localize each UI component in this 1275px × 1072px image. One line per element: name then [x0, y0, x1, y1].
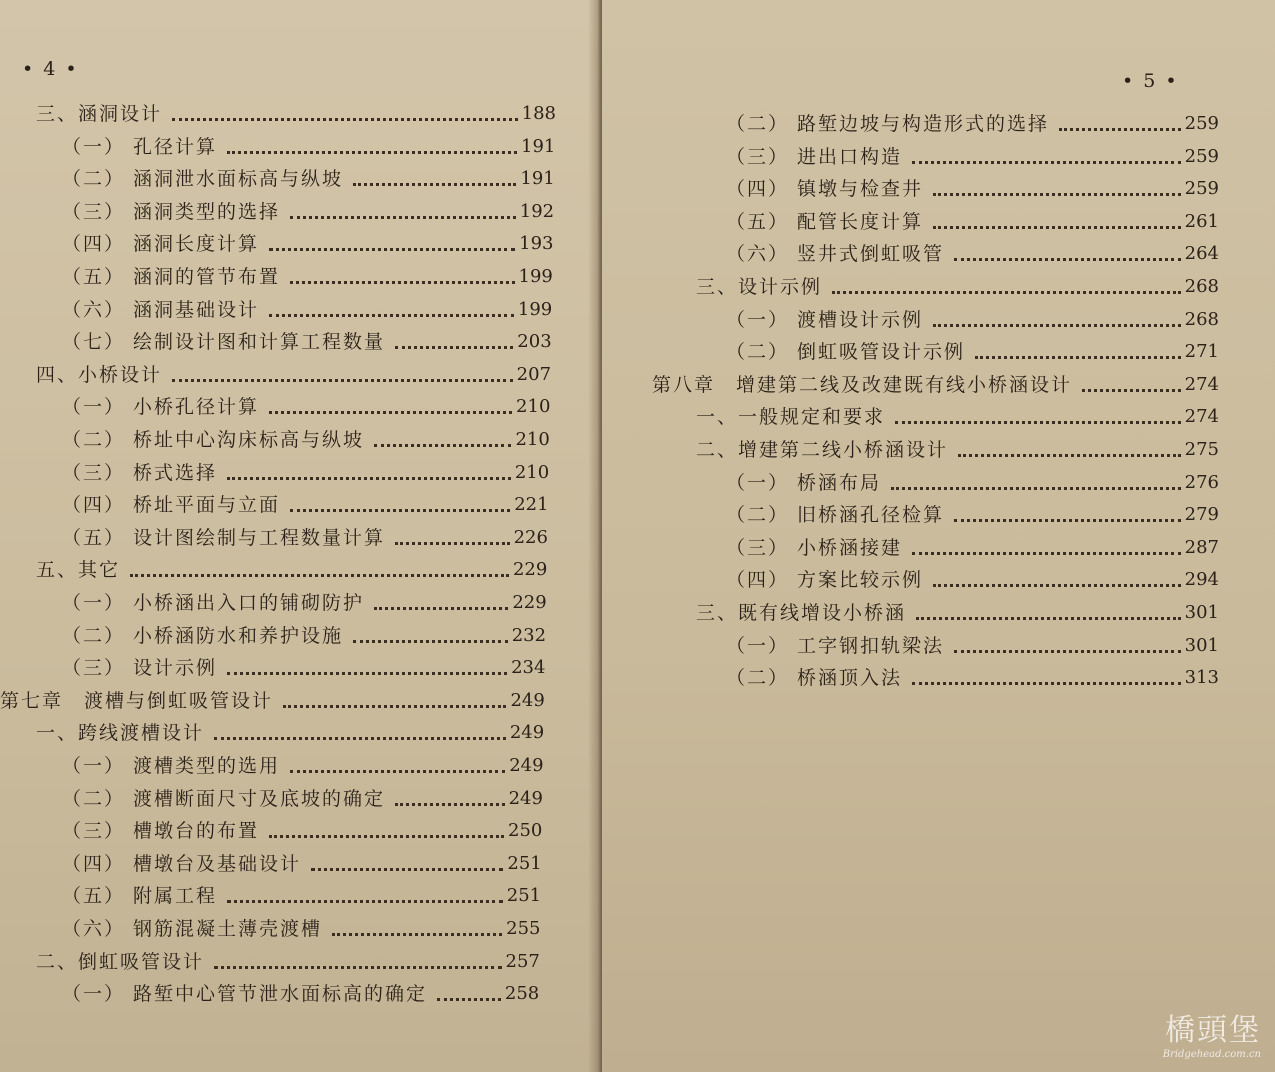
toc-entry-page: 234	[511, 657, 546, 679]
toc-entry	[62, 785, 543, 813]
toc-entry-label: （五） 附属工程	[62, 885, 218, 908]
toc-leader-dots	[227, 477, 511, 480]
toc-entry-label: （五） 配管长度计算	[726, 210, 924, 233]
toc-entry-page: 257	[505, 950, 540, 972]
toc-entry	[62, 622, 546, 650]
toc-leader-dots	[912, 682, 1181, 685]
toc-leader-dots	[891, 487, 1181, 490]
toc-leader-dots	[332, 933, 502, 936]
toc-entry	[62, 393, 550, 421]
left-page	[0, 0, 598, 1072]
toc-entry	[62, 752, 544, 780]
toc-entry-page: 207	[516, 363, 552, 385]
toc-entry-page: 249	[509, 755, 544, 776]
toc-entry-page: 276	[1184, 471, 1219, 493]
toc-entry-page: 251	[506, 885, 542, 907]
toc-entry-page: 199	[517, 298, 553, 320]
watermark-logo	[1163, 1005, 1261, 1060]
toc-entry-page: 259	[1184, 113, 1219, 134]
toc-leader-dots	[172, 118, 518, 121]
toc-entry	[62, 817, 542, 845]
toc-leader-dots	[912, 552, 1181, 555]
toc-entry-label: （四） 槽墩台及基础设计	[62, 852, 302, 875]
toc-entry	[726, 240, 1219, 268]
toc-entry-label: （三） 涵洞类型的选择	[62, 200, 281, 223]
toc-entry	[36, 556, 547, 584]
toc-entry	[62, 263, 553, 291]
toc-entry	[62, 850, 542, 878]
toc-leader-dots	[933, 226, 1181, 229]
toc-leader-dots	[832, 291, 1181, 294]
toc-entry-page: 275	[1184, 439, 1219, 460]
toc-entry-label: （二） 旧桥涵孔径检算	[726, 504, 945, 527]
watermark-site: Bridgehead.com.cn	[1162, 1049, 1261, 1060]
toc-leader-dots	[437, 998, 501, 1001]
toc-entry-label: 一、一般规定和要求	[696, 406, 886, 429]
toc-entry-page: 210	[514, 461, 550, 483]
toc-entry	[36, 719, 544, 747]
right-page	[602, 0, 1275, 1072]
toc-leader-dots	[269, 314, 514, 317]
toc-entry-label: （一） 桥涵布局	[726, 471, 882, 494]
toc-leader-dots	[290, 216, 516, 219]
toc-entry-page: 294	[1184, 569, 1219, 591]
toc-leader-dots	[912, 161, 1181, 164]
toc-entry-label: （一） 小桥孔径计算	[62, 396, 260, 419]
toc-entry	[62, 980, 539, 1008]
toc-leader-dots	[916, 617, 1181, 620]
toc-entry-page: 251	[507, 852, 542, 874]
toc-entry	[726, 208, 1219, 236]
toc-entry-label: （一） 孔径计算	[62, 135, 218, 158]
toc-entry	[62, 915, 541, 943]
toc-entry	[62, 524, 548, 552]
toc-entry	[36, 948, 540, 976]
toc-entry-label: （一） 小桥涵出入口的铺砌防护	[62, 592, 365, 614]
toc-leader-dots	[395, 542, 510, 545]
toc-leader-dots	[214, 737, 506, 740]
toc-leader-dots	[283, 705, 506, 708]
toc-entry-page: 249	[510, 689, 545, 711]
toc-leader-dots	[1059, 128, 1181, 131]
toc-entry-page: 259	[1184, 178, 1219, 200]
toc-entry-label: （七） 绘制设计图和计算工程数量	[62, 331, 386, 354]
toc-entry	[62, 165, 555, 193]
toc-entry	[696, 599, 1219, 627]
toc-entry-label: （二） 桥涵顶入法	[726, 667, 903, 690]
toc-entry-page: 279	[1184, 504, 1219, 526]
toc-entry-label: 第七章 渡槽与倒虹吸管设计	[0, 689, 274, 712]
toc-entry-page: 301	[1184, 634, 1219, 656]
toc-leader-dots	[958, 454, 1181, 457]
toc-entry-page: 199	[518, 266, 553, 287]
toc-entry	[0, 687, 545, 715]
toc-entry	[726, 632, 1219, 660]
toc-entry-label: （二） 小桥涵防水和养护设施	[62, 624, 344, 647]
toc-leader-dots	[172, 379, 513, 382]
toc-entry-label: （五） 设计图绘制与工程数量计算	[62, 526, 386, 549]
toc-entry	[62, 230, 554, 258]
toc-leader-dots	[227, 900, 503, 903]
toc-entry-page: 250	[508, 820, 543, 842]
toc-leader-dots	[227, 151, 517, 154]
toc-entry-label: 第八章 增建第二线及改建既有线小桥涵设计	[652, 373, 1073, 396]
toc-entry-label: （四） 涵洞长度计算	[62, 233, 260, 256]
toc-entry-page: 193	[519, 233, 554, 255]
toc-entry-label: 三、设计示例	[696, 276, 823, 298]
toc-entry-page: 274	[1184, 373, 1219, 395]
toc-leader-dots	[374, 444, 511, 447]
toc-entry	[726, 306, 1219, 334]
toc-entry-page: 274	[1184, 406, 1219, 428]
toc-entry-page: 188	[521, 103, 556, 124]
toc-entry-page: 261	[1184, 210, 1219, 232]
toc-entry-page: 203	[517, 331, 552, 353]
toc-leader-dots	[1082, 389, 1181, 392]
toc-leader-dots	[130, 574, 509, 577]
toc-entry-page: 264	[1184, 243, 1219, 265]
toc-entry-page: 301	[1184, 602, 1219, 623]
toc-entry-page: 210	[515, 429, 550, 450]
toc-leader-dots	[954, 519, 1181, 522]
toc-entry-page: 259	[1184, 145, 1219, 167]
toc-entry-label: （二） 涵洞泄水面标高与纵坡	[62, 168, 344, 191]
toc-entry-label: （二） 桥址中心沟床标高与纵坡	[62, 429, 365, 451]
toc-entry-page: 232	[511, 624, 547, 646]
toc-entry-page: 255	[506, 918, 541, 939]
toc-leader-dots	[933, 324, 1181, 327]
toc-entry-label: （六） 钢筋混凝土薄壳渡槽	[62, 918, 323, 940]
toc-entry	[726, 664, 1219, 692]
toc-entry-page: 192	[519, 200, 555, 222]
toc-entry-label: 二、倒虹吸管设计	[36, 950, 205, 973]
toc-entry	[62, 491, 549, 519]
toc-entry-label: 二、增建第二线小桥涵设计	[696, 439, 949, 461]
toc-leader-dots	[311, 868, 503, 871]
toc-entry-page: 268	[1184, 308, 1219, 330]
toc-entry-page: 313	[1184, 667, 1219, 689]
toc-entry	[62, 296, 552, 324]
toc-entry-page: 226	[513, 526, 548, 548]
toc-entry-label: 五、其它	[36, 559, 121, 582]
toc-entry	[726, 469, 1219, 497]
toc-entry-label: （三） 桥式选择	[62, 461, 218, 484]
toc-entry	[726, 143, 1219, 171]
watermark-mark: 橋頭堡	[1165, 1013, 1261, 1048]
toc-entry	[696, 403, 1219, 431]
toc-entry-page: 229	[512, 559, 548, 581]
toc-leader-dots	[895, 421, 1181, 424]
toc-entry	[726, 110, 1219, 138]
toc-entry-label: （一） 路堑中心管节泄水面标高的确定	[62, 983, 428, 1006]
toc-entry-page: 221	[514, 494, 549, 516]
toc-leader-dots	[395, 346, 513, 349]
toc-entry-label: （四） 桥址平面与立面	[62, 494, 281, 517]
toc-entry	[696, 273, 1219, 301]
toc-leader-dots	[290, 770, 505, 773]
toc-entry-label: （四） 方案比较示例	[726, 569, 924, 592]
toc-entry	[62, 426, 550, 454]
toc-leader-dots	[290, 509, 510, 512]
left-page-number: • 4 •	[22, 58, 79, 80]
toc-entry	[62, 198, 554, 226]
toc-entry-label: （一） 渡槽类型的选用	[62, 755, 281, 777]
toc-entry	[696, 436, 1219, 464]
toc-entry-label: 一、跨线渡槽设计	[36, 722, 205, 745]
toc-leader-dots	[395, 803, 505, 806]
toc-entry	[726, 566, 1219, 594]
toc-entry	[62, 133, 555, 161]
toc-entry-page: 191	[520, 168, 555, 190]
toc-entry	[726, 534, 1219, 562]
toc-entry-page: 191	[521, 135, 556, 157]
toc-entry	[36, 100, 556, 128]
toc-entry-label: （二） 渡槽断面尺寸及底坡的确定	[62, 787, 386, 810]
toc-leader-dots	[269, 835, 504, 838]
toc-entry	[62, 589, 547, 617]
toc-leader-dots	[227, 672, 507, 675]
right-page-number: • 5 •	[1122, 70, 1179, 92]
toc-entry-page: 287	[1184, 536, 1219, 558]
toc-entry-label: （二） 路堑边坡与构造形式的选择	[726, 113, 1050, 135]
toc-entry-label: （三） 槽墩台的布置	[62, 820, 260, 843]
toc-leader-dots	[954, 258, 1181, 261]
toc-entry-label: 三、既有线增设小桥涵	[696, 602, 907, 624]
toc-entry-label: （六） 竖井式倒虹吸管	[726, 243, 945, 266]
toc-entry-label: （三） 小桥涵接建	[726, 536, 903, 559]
toc-entry-label: （一） 工字钢扣轨梁法	[726, 634, 945, 657]
toc-entry	[62, 328, 552, 356]
toc-entry-page: 271	[1184, 341, 1219, 363]
toc-entry	[36, 361, 551, 389]
toc-leader-dots	[374, 607, 508, 610]
toc-entry-label: （三） 设计示例	[62, 657, 218, 680]
toc-entry-label: （四） 镇墩与检查井	[726, 178, 924, 201]
toc-entry	[652, 371, 1219, 399]
toc-entry-page: 229	[512, 592, 547, 613]
toc-leader-dots	[933, 193, 1181, 196]
toc-leader-dots	[954, 650, 1181, 653]
toc-entry	[726, 175, 1219, 203]
toc-entry-page: 258	[504, 983, 540, 1005]
toc-entry	[62, 654, 545, 682]
toc-leader-dots	[353, 640, 508, 643]
toc-entry-label: 三、涵洞设计	[36, 103, 163, 125]
toc-entry-label: （六） 涵洞基础设计	[62, 298, 260, 321]
toc-entry	[62, 459, 549, 487]
toc-leader-dots	[353, 183, 516, 186]
toc-entry	[726, 501, 1219, 529]
toc-entry-label: （二） 倒虹吸管设计示例	[726, 341, 966, 364]
toc-entry	[726, 338, 1219, 366]
toc-entry-label: （三） 进出口构造	[726, 145, 903, 168]
toc-leader-dots	[269, 411, 512, 414]
toc-leader-dots	[975, 356, 1181, 359]
toc-entry-page: 268	[1184, 276, 1219, 297]
toc-entry-label: （五） 涵洞的管节布置	[62, 266, 281, 288]
toc-leader-dots	[269, 248, 515, 251]
toc-leader-dots	[933, 584, 1181, 587]
toc-entry-page: 249	[508, 787, 543, 809]
toc-entry-page: 210	[516, 396, 551, 418]
toc-entry-label: （一） 渡槽设计示例	[726, 308, 924, 331]
toc-leader-dots	[214, 966, 502, 969]
toc-entry	[62, 882, 541, 910]
toc-leader-dots	[290, 281, 514, 284]
toc-entry-page: 249	[509, 722, 545, 744]
toc-entry-label: 四、小桥设计	[36, 363, 163, 386]
